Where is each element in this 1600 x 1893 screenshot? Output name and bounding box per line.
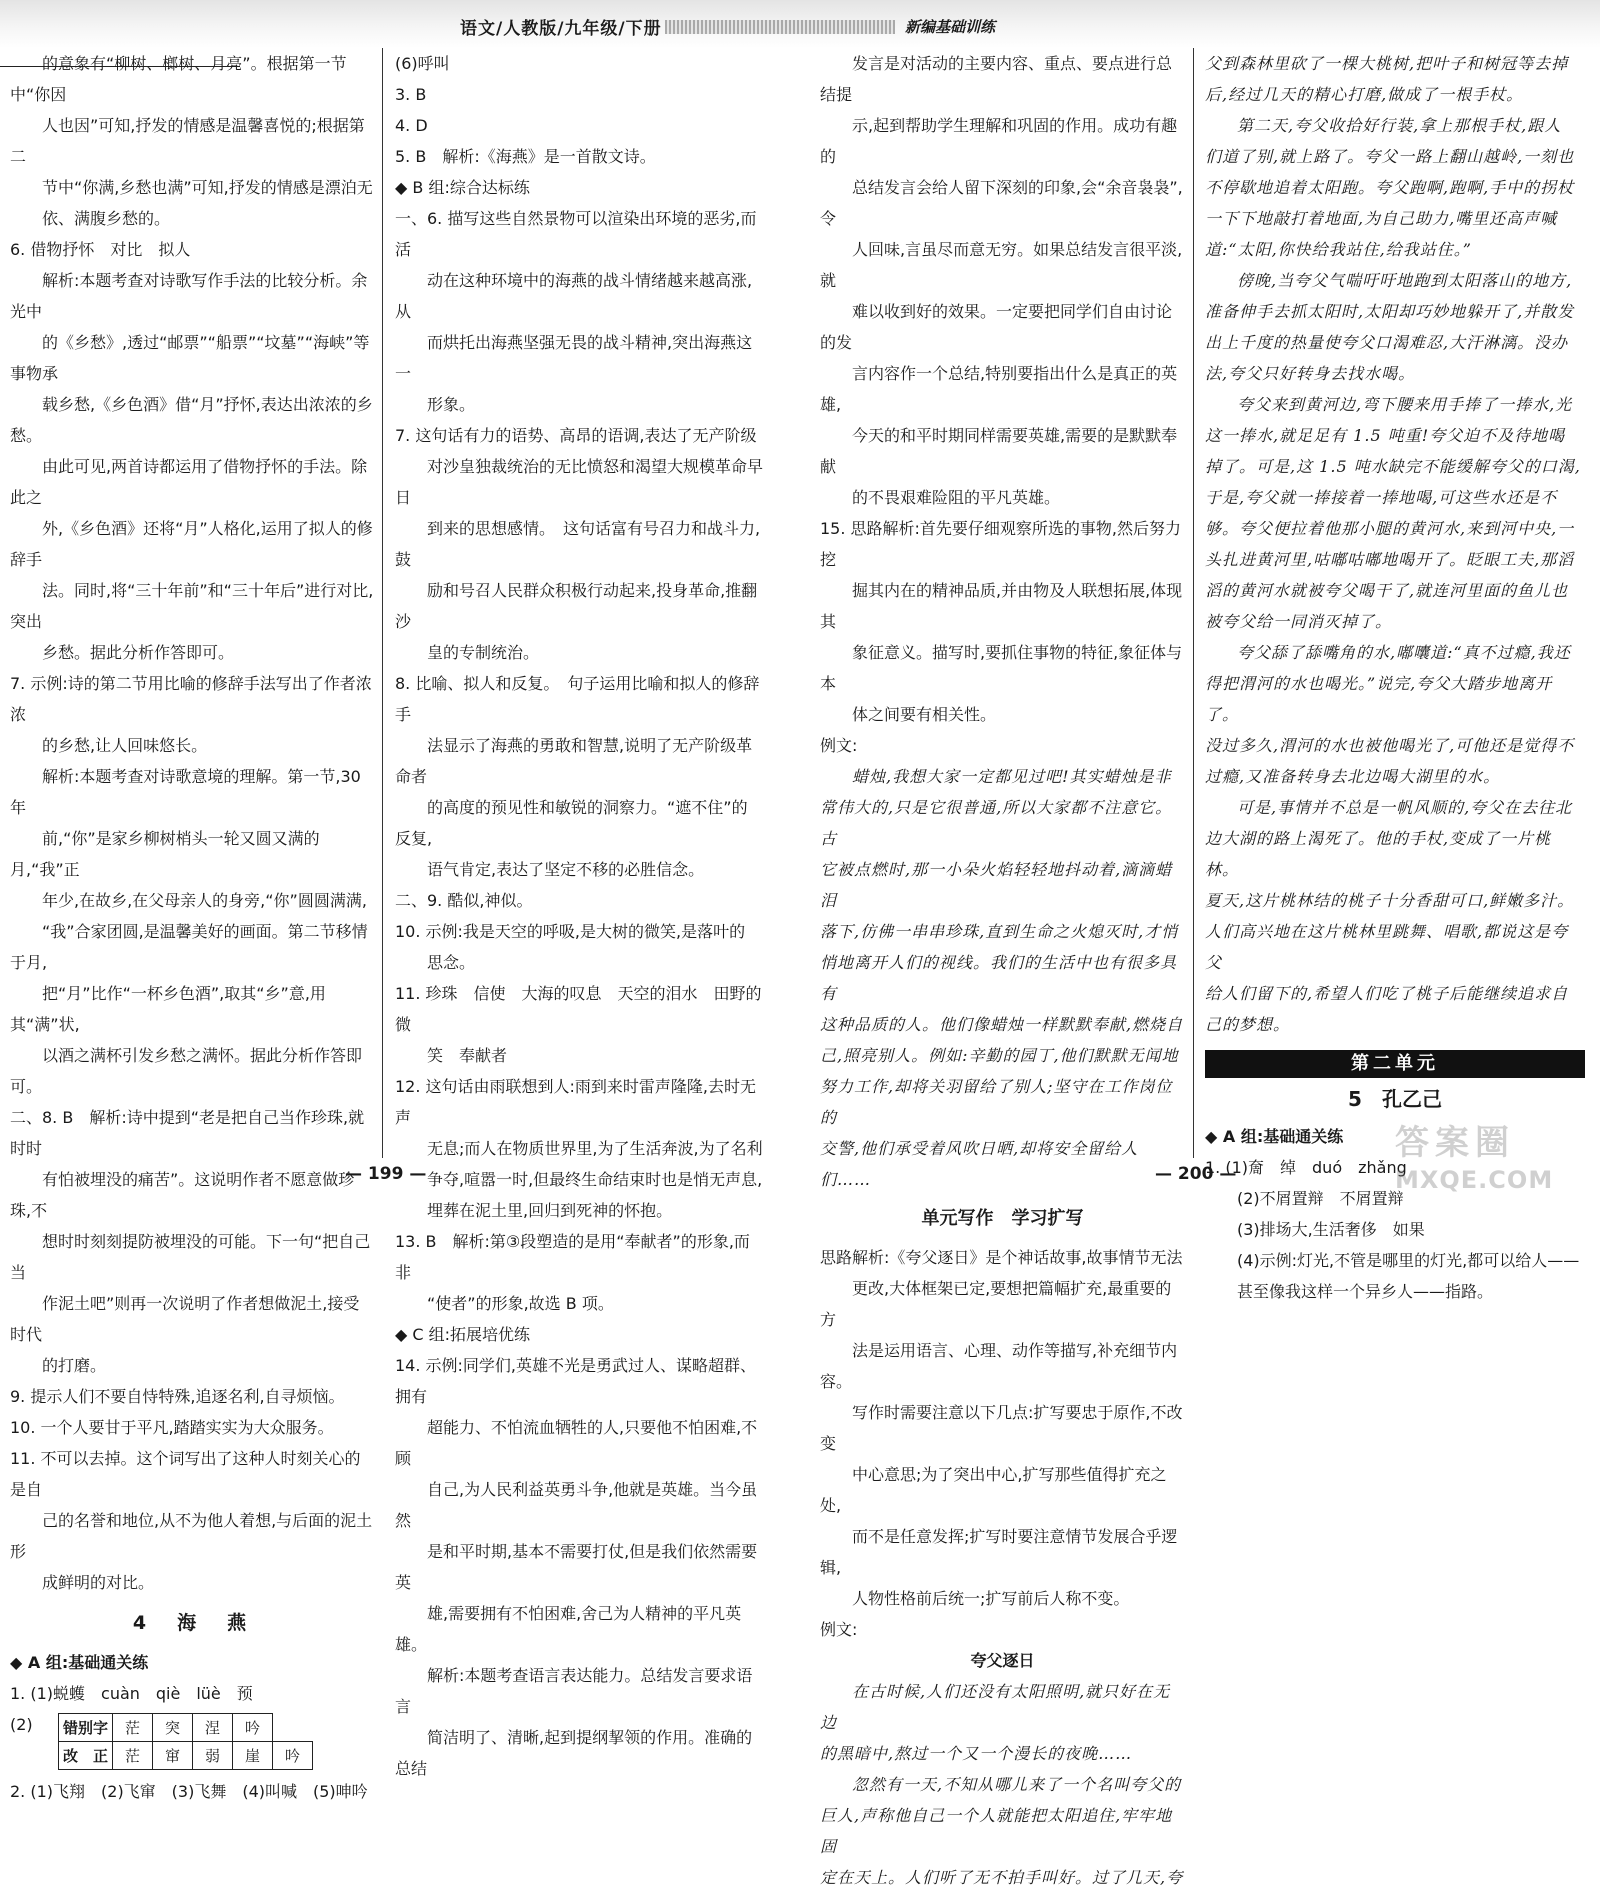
table-row (59, 1742, 313, 1770)
text-line: 悄地离开人们的视线。我们的生活中也有很多具有 (820, 953, 1178, 1003)
text-line: 出上千度的热量使夸父口渴难忍,大汗淋漓。没办 (1205, 333, 1569, 352)
text-line: 雄,需要拥有不怕困难,舍己为人精神的平凡英雄。 (395, 1604, 742, 1654)
text-line: 己的梦想。 (1205, 1015, 1291, 1034)
text-line: 滔的黄河水就被夸父喝干了,就连河里面的鱼儿也 (1205, 581, 1569, 600)
text-line: 乡愁。据此分析作答即可。 (42, 643, 235, 662)
text-line: 皇的专制统治。 (427, 643, 540, 662)
text-line: “我”合家团圆,是温馨美好的画面。第二节移情于月, (10, 922, 368, 972)
text-line: 道:“太阳,你快给我站住,给我站住。” (1205, 240, 1472, 259)
text-line: 努力工作,却将关羽留给了别人;坚守在工作岗位的 (820, 1077, 1173, 1127)
text-line: 想时时刻刻提防被埋没的可能。下一句“把自己当 (10, 1232, 371, 1282)
text-line: ◆ C 组:拓展培优练 (395, 1325, 531, 1344)
text-line: 象征意义。描写时,要抓住事物的特征,象征体与本 (820, 643, 1183, 693)
unit-writing-title: 单元写作 学习扩写 (921, 1208, 1084, 1229)
table-cell: 弱 (193, 1742, 233, 1770)
text-line: (3)排场大,生活奢侈 如果 (1237, 1220, 1425, 1239)
text-line: 10. 一个人要甘于平凡,踏踏实实为大众服务。 (10, 1418, 334, 1437)
text-line: 自己,为人民利益英勇斗争,他就是英雄。当今虽然 (395, 1480, 758, 1530)
text-line: 准备伸手去抓太阳时,太阳却巧妙地躲开了,并散发 (1205, 302, 1575, 321)
text-line: 笑 奉献者 (427, 1046, 508, 1065)
text-line: 前,“你”是家乡柳树梢头一轮又圆又满的月,“我”正 (10, 829, 320, 879)
text-line: 难以收到好的效果。一定要把同学们自由讨论的发 (820, 302, 1173, 352)
text-line: 的不畏艰难险阻的平凡英雄。 (852, 488, 1061, 507)
text-line: 节中“你满,乡愁也满”可知,抒发的情感是漂泊无 (42, 178, 373, 197)
group-a-heading: ◆ A 组:基础通关练 (10, 1653, 149, 1672)
text-line: 己的名誉和地位,从不为他人着想,与后面的泥土形 (10, 1511, 373, 1561)
text-line: 落下,仿佛一串串珍珠,直到生命之火熄灭时,才悄 (820, 922, 1179, 941)
question-line: 1. (1)蜕蠖 cuàn qiè lüè 预 (10, 1684, 253, 1703)
text-line: 夏天,这片桃林结的桃子十分香甜可口,鲜嫩多汁。 (1205, 891, 1575, 910)
table-cell: 吟 (273, 1742, 313, 1770)
col3-writing-guide (820, 1242, 1185, 1645)
watermark-top: 答案圈 (1395, 1123, 1515, 1163)
header-brand: 新编基础训练 (905, 18, 996, 36)
table-label: (2) (10, 1715, 33, 1734)
text-line: 依、满腹乡愁的。 (42, 209, 171, 228)
text-line: ◆ B 组:综合达标练 (395, 178, 530, 197)
text-line: 8. 比喻、拟人和反复。 句子运用比喻和拟人的修辞手 (395, 674, 760, 724)
text-line: 励和号召人民群众积极行动起来,投身革命,推翻沙 (395, 581, 758, 631)
text-line: 体之间要有相关性。 (852, 705, 997, 724)
essay-title: 夸父逐日 (970, 1651, 1035, 1670)
text-line: 人也因”可知,抒发的情感是温馨喜悦的;根据第二 (10, 116, 365, 166)
text-line: 的意象有“柳树、榔树、月亮”。根据第一节中“你因 (10, 54, 347, 104)
watermark-bottom: MXQE.COM (1395, 1166, 1554, 1194)
text-line: 5. B 解析:《海燕》是一首散文诗。 (395, 147, 656, 166)
text-line: 法显示了海燕的勇敢和智慧,说明了无产阶级革命者 (395, 736, 753, 786)
text-line: 动在这种环境中的海燕的战斗情绪越来越高涨,从 (395, 271, 753, 321)
text-line: 由此可见,两首诗都运用了借物抒怀的手法。除此之 (10, 457, 368, 507)
text-line: 超能力、不怕流血牺牲的人,只要他不怕困难,不顾 (395, 1418, 758, 1468)
page-number-left: — 199 — (345, 1164, 427, 1184)
text-line: 被夸父给一同消灭掉了。 (1205, 612, 1393, 631)
col3-example-essay (820, 761, 1185, 1195)
text-line: 12. 这句话由雨联想到人:雨到来时雷声隆隆,去时无声 (395, 1077, 757, 1127)
text-line: 忽然有一天,不知从哪儿来了一个名叫夸父的 (852, 1775, 1182, 1794)
col1-text (10, 48, 375, 1598)
text-line: 争夺,喧嚣一时,但最终生命结束时也是悄无声息, (427, 1170, 763, 1189)
text-line: 法。同时,将“三十年前”和“三十年后”进行对比,突出 (10, 581, 374, 631)
text-line: 11. 珍珠 信使 大海的叹息 天空的泪水 田野的微 (395, 984, 762, 1034)
table-cell: 窜 (153, 1742, 193, 1770)
error-correction-table (58, 1713, 313, 1770)
column-2 (395, 48, 764, 1778)
text-line: 形象。 (427, 395, 476, 414)
text-line: 思路解析:《夸父逐日》是个神话故事,故事情节无法 (820, 1248, 1183, 1267)
text-line: 成鲜明的对比。 (42, 1573, 155, 1592)
text-line: 这一捧水,就足足有 1.5 吨重!夸父迫不及待地喝 (1205, 426, 1566, 445)
text-line: 今天的和平时期同样需要英雄,需要的是默默奉献 (820, 426, 1178, 476)
text-line: 无息;而人在物质世界里,为了生活奔波,为了名利 (427, 1139, 763, 1158)
text-line: 以酒之满杯引发乡愁之满怀。据此分析作答即可。 (10, 1046, 363, 1096)
table-cell: 涅 (193, 1714, 233, 1742)
col2-text (395, 48, 763, 1784)
text-line: 甚至像我这样一个异乡人——指路。 (1237, 1282, 1494, 1301)
text-line: 夸父来到黄河边,弯下腰来用手捧了一捧水,光 (1237, 395, 1573, 414)
text-line: (4)示例:灯光,不管是哪里的灯光,都可以给人—— (1237, 1251, 1580, 1270)
column-1 (10, 48, 375, 1801)
text-line: 把“月”比作“一杯乡色酒”,取其“乡”意,用其“满”状, (10, 984, 326, 1034)
text-line: 思念。 (427, 953, 476, 972)
table-cell: 突 (153, 1714, 193, 1742)
text-line: 它被点燃时,那一小朵火焰轻轻地抖动着,滴滴蜡泪 (820, 860, 1173, 910)
text-line: 年少,在故乡,在父母亲人的身旁,“你”圆圆满满, (42, 891, 367, 910)
text-line: 人们高兴地在这片桃林里跳舞、唱歌,都说这是夸父 (1205, 922, 1569, 972)
text-line: 人回味,言虽尽而意无穷。如果总结发言很平淡,就 (820, 240, 1183, 290)
table-cell: 茫 (113, 1714, 153, 1742)
text-line: 的黑暗中,熬过一个又一个漫长的夜晚…… (820, 1744, 1133, 1763)
text-line: 示,起到帮助学生理解和巩固的作用。成功有趣的 (820, 116, 1178, 166)
col3-answers (820, 48, 1185, 761)
text-line: 的乡愁,让人回味悠长。 (42, 736, 208, 755)
text-line: 二、8. B 解析:诗中提到“老是把自己当作珍珠,就时时 (10, 1108, 365, 1158)
text-line: 13. B 解析:第③段塑造的是用“奉献者”的形象,而非 (395, 1232, 750, 1282)
watermark (1395, 1115, 1595, 1205)
text-line: “使者”的形象,故选 B 项。 (427, 1294, 614, 1313)
text-line: 作泥土吧”则再一次说明了作者想做泥土,接受时代 (10, 1294, 360, 1344)
text-line: 1. (1)奝 绰 duó zhǎng (1205, 1158, 1407, 1177)
table-cell: 崖 (233, 1742, 273, 1770)
text-line: 后,经过几天的精心打磨,做成了一根手杖。 (1205, 85, 1524, 104)
text-line: 蜡烛,我想大家一定都见过吧!其实蜡烛是非 (852, 767, 1172, 786)
text-line: 常伟大的,只是它很普通,所以大家都不注意它。古 (820, 798, 1173, 848)
page-number-right: — 200 — (1155, 1164, 1237, 1184)
table-row-header: 错别字 (59, 1714, 113, 1742)
text-line: 7. 示例:诗的第二节用比喻的修辞手法写出了作者浓浓 (10, 674, 372, 724)
text-line: 不停歇地追着太阳跑。夸父跑啊,跑啊,手中的拐杖 (1205, 178, 1575, 197)
col3-essay-body (820, 1676, 1185, 1893)
text-line: 中心意思;为了突出中心,扩写那些值得扩充之处, (820, 1465, 1167, 1515)
table-cell: 吟 (233, 1714, 273, 1742)
text-line: 而不是任意发挥;扩写时要注意情节发展合乎逻辑, (820, 1527, 1178, 1577)
error-correction-block (10, 1709, 375, 1776)
text-line: 发言是对活动的主要内容、重点、要点进行总结提 (820, 54, 1173, 104)
text-line: 载乡愁,《乡色酒》借“月”抒怀,表达出浓浓的乡愁。 (10, 395, 373, 445)
table-cell: 茫 (113, 1742, 153, 1770)
text-line: 7. 这句话有力的语势、高昂的语调,表达了无产阶级 (395, 426, 757, 445)
text-line: 对沙皇独裁统治的无比愤怒和渴望大规模革命早日 (395, 457, 764, 507)
table-row-header: 改 正 (59, 1742, 113, 1770)
column-3 (820, 48, 1185, 1887)
text-line: 一下下地敲打着地面,为自己助力,嘴里还高声喊 (1205, 209, 1558, 228)
text-line: 巨人,声称他自己一个人就能把太阳追住,牢牢地固 (820, 1806, 1173, 1856)
text-line: 们道了别,就上路了。夸父一路上翻山越岭,一刻也 (1205, 147, 1575, 166)
text-line: 父到森林里砍了一棵大桃树,把叶子和树冠等去掉 (1205, 54, 1569, 73)
text-line: 够。夸父便拉着他那小腿的黄河水,来到河中央,一 (1205, 519, 1575, 538)
text-line: 第二天,夸父收拾好行装,拿上那根手杖,跟人 (1237, 116, 1562, 135)
text-line: 到来的思想感情。 这句话富有号召力和战斗力,鼓 (395, 519, 761, 569)
unit-bar: 第二单元 (1205, 1050, 1585, 1078)
text-line: 4. D (395, 116, 428, 135)
text-line: 写作时需要注意以下几点:扩写要忠于原作,不改变 (820, 1403, 1183, 1453)
text-line: 给人们留下的,希望人们吃了桃子后能继续追求自 (1205, 984, 1569, 1003)
text-line: 过瘾,又准备转身去北边喝大湖里的水。 (1205, 767, 1501, 786)
table-row (59, 1714, 313, 1742)
lesson-title: 5 孔乙己 (1348, 1087, 1442, 1111)
text-line: 一、6. 描写这些自然景物可以渲染出环境的恶劣,而活 (395, 209, 757, 259)
text-line: 这种品质的人。他们像蜡烛一样默默奉献,燃烧自 (820, 1015, 1184, 1034)
text-line: 己,照亮别人。例如:辛勤的园丁,他们默默无闻地 (820, 1046, 1179, 1065)
text-line: 法,夸父只好转身去找水喝。 (1205, 364, 1416, 383)
text-line: 解析:本题考查对诗歌写作手法的比较分析。余光中 (10, 271, 368, 321)
text-line: 9. 提示人们不要自恃特殊,追逐名利,自寻烦恼。 (10, 1387, 345, 1406)
text-line: 言内容作一个总结,特别要指出什么是真正的英雄, (820, 364, 1178, 414)
column-separator (1193, 48, 1194, 1158)
text-line: 解析:本题考查语言表达能力。总结发言要求语言 (395, 1666, 753, 1716)
text-line: 可是,事情并不总是一帆风顺的,夸父在去往北 (1237, 798, 1573, 817)
text-line: (2)不屑置辩 不屑置辩 (1237, 1189, 1404, 1208)
text-line: 15. 思路解析:首先要仔细观察所选的事物,然后努力挖 (820, 519, 1182, 569)
text-line: 总结发言会给人留下深刻的印象,会“余音袅袅”,令 (820, 178, 1183, 228)
text-line: 在古时候,人们还没有太阳照明,就只好在无边 (820, 1682, 1171, 1732)
lesson-title: 4 海 燕 (132, 1612, 253, 1634)
text-line: 边大湖的路上渴死了。他的手杖,变成了一片桃林。 (1205, 829, 1552, 879)
text-line: 11. 不可以去掉。这个词写出了这种人时刻关心的是自 (10, 1449, 361, 1499)
text-line: 例文: (820, 736, 858, 755)
text-line: 定在天上。人们听了无不拍手叫好。过了几天,夸 (820, 1868, 1184, 1887)
text-line: 法是运用语言、心理、动作等描写,补充细节内容。 (820, 1341, 1178, 1391)
text-line: 的打磨。 (42, 1356, 107, 1375)
text-line: 二、9. 酷似,神似。 (395, 891, 533, 910)
text-line: 没过多久,渭河的水也被他喝光了,可他还是觉得不 (1205, 736, 1575, 755)
text-line: 交警,他们承受着风吹日晒,却将安全留给人们…… (820, 1139, 1139, 1189)
text-line: 14. 示例:同学们,英雄不光是勇武过人、谋略超群、拥有 (395, 1356, 757, 1406)
text-line: 头扎进黄河里,咕嘟咕嘟地喝开了。眨眼工夫,那滔 (1205, 550, 1575, 569)
text-line: 10. 示例:我是天空的呼吸,是大树的微笑,是落叶的 (395, 922, 746, 941)
header-barcode-strip (665, 20, 895, 34)
text-line: 的高度的预见性和敏锐的洞察力。“遮不住”的反复, (395, 798, 748, 848)
column-separator (382, 48, 383, 1158)
text-line: 掉了。可是,这 1.5 吨水缺完不能缓解夸父的口渴, (1205, 457, 1581, 476)
text-line: 的《乡愁》,透过“邮票”“船票”“坟墓”“海峡”等事物承 (10, 333, 370, 383)
text-line: 有怕被埋没的痛苦”。这说明作者不愿意做珍珠,不 (10, 1170, 355, 1220)
col4-essay-continued (1205, 48, 1585, 1040)
text-line: 例文: (820, 1620, 858, 1639)
text-line: 夸父舔了舔嘴角的水,嘟囔道:“真不过瘾,我还 (1237, 643, 1571, 662)
text-line: (6)呼叫 (395, 54, 450, 73)
text-line: 傍晚,当夸父气喘吁吁地跑到太阳落山的地方, (1237, 271, 1573, 290)
question-line: 2. (1)飞翔 (2)飞窜 (3)飞舞 (4)叫喊 (5)呻吟 (10, 1782, 368, 1801)
text-line: 更改,大体框架已定,要想把篇幅扩充,最重要的方 (820, 1279, 1172, 1329)
text-line: 而烘托出海燕坚强无畏的战斗精神,突出海燕这一 (395, 333, 753, 383)
text-line: 得把渭河的水也喝光。”说完,夸父大踏步地离开了。 (1205, 674, 1553, 724)
text-line: 掘其内在的精神品质,并由物及人联想拓展,体现其 (820, 581, 1183, 631)
text-line: 是和平时期,基本不需要打仗,但是我们依然需要英 (395, 1542, 758, 1592)
header-title: 语文/人教版/九年级/下册 (460, 19, 662, 39)
text-line: 埋葬在泥土里,回归到死神的怀抱。 (427, 1201, 673, 1220)
text-line: 3. B (395, 85, 427, 104)
text-line: 外,《乡色酒》还将“月”人格化,运用了拟人的修辞手 (10, 519, 373, 569)
text-line: 简洁明了、清晰,起到提纲挈领的作用。准确的总结 (395, 1728, 753, 1778)
text-line: 语气肯定,表达了坚定不移的必胜信念。 (427, 860, 705, 879)
text-line: 解析:本题考查对诗歌意境的理解。第一节,30 年 (10, 767, 361, 817)
text-line: 人物性格前后统一;扩写前后人称不变。 (852, 1589, 1130, 1608)
group-a-heading: ◆ A 组:基础通关练 (1205, 1127, 1344, 1146)
text-line: 6. 借物抒怀 对比 拟人 (10, 240, 191, 259)
text-line: 于是,夸父就一捧接着一捧地喝,可这些水还是不 (1205, 488, 1558, 507)
